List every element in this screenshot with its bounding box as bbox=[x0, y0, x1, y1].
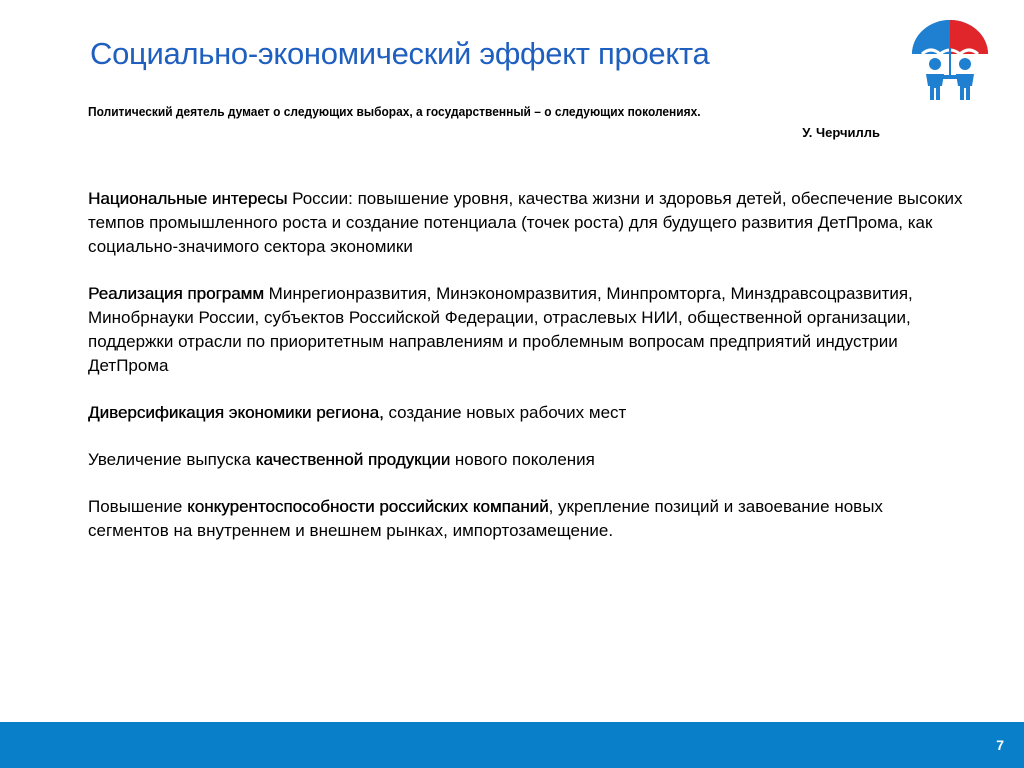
paragraph-text: , укрепление позиций и завоевание новых сегментов на внутреннем и внешнем рынках, импортозамещение. bbox=[88, 497, 883, 540]
paragraph-lead: Реализация программ bbox=[88, 284, 264, 303]
footer-bar bbox=[0, 722, 1024, 768]
paragraph-quality-products bbox=[88, 448, 968, 472]
paragraph-lead: Диверсификация экономики региона, bbox=[88, 403, 384, 422]
paragraph-lead: Национальные интересы bbox=[88, 189, 288, 208]
paragraph-programs bbox=[88, 282, 968, 378]
paragraph-pre: Повышение bbox=[88, 497, 188, 516]
paragraph-text: Минрегионразвития, Минэкономразвития, Минпромторга, Минздравсоцразвития, Минобрнауки России, субъектов Российской Федерации, отраслевых НИИ, общественной организации, поддержки отрасли по приоритетным направлениям и проблемным вопросам предприятий индустрии ДетПрома bbox=[88, 284, 913, 375]
paragraph-text: России: повышение уровня, качества жизни и здоровья детей, обеспечение высоких темпов промышленного роста и создание потенциала (точек роста) для будущего развития ДетПрома, как социально-значимого сектора экономики bbox=[88, 189, 963, 256]
slide-title: Социально-экономический эффект проекта bbox=[90, 36, 710, 71]
paragraph-pre: Увеличение выпуска bbox=[88, 450, 256, 469]
content-body bbox=[88, 187, 968, 566]
paragraph-text: нового поколения bbox=[450, 450, 595, 469]
umbrella-children-logo-icon bbox=[908, 18, 992, 102]
paragraph-lead: конкурентоспособности российских компаний bbox=[187, 497, 549, 516]
paragraph-diversification bbox=[88, 401, 968, 425]
paragraph-national-interests bbox=[88, 187, 968, 259]
epigraph-text: Политический деятель думает о следующих выборах, а государственный – о следующих поколениях. bbox=[88, 104, 701, 119]
paragraph-lead: качественной продукции bbox=[255, 450, 451, 469]
epigraph-author: У. Черчилль bbox=[802, 125, 880, 140]
paragraph-text: создание новых рабочих мест bbox=[383, 403, 627, 422]
paragraph-competitiveness bbox=[88, 495, 968, 543]
page-number: 7 bbox=[996, 737, 1004, 753]
epigraph bbox=[88, 103, 888, 142]
